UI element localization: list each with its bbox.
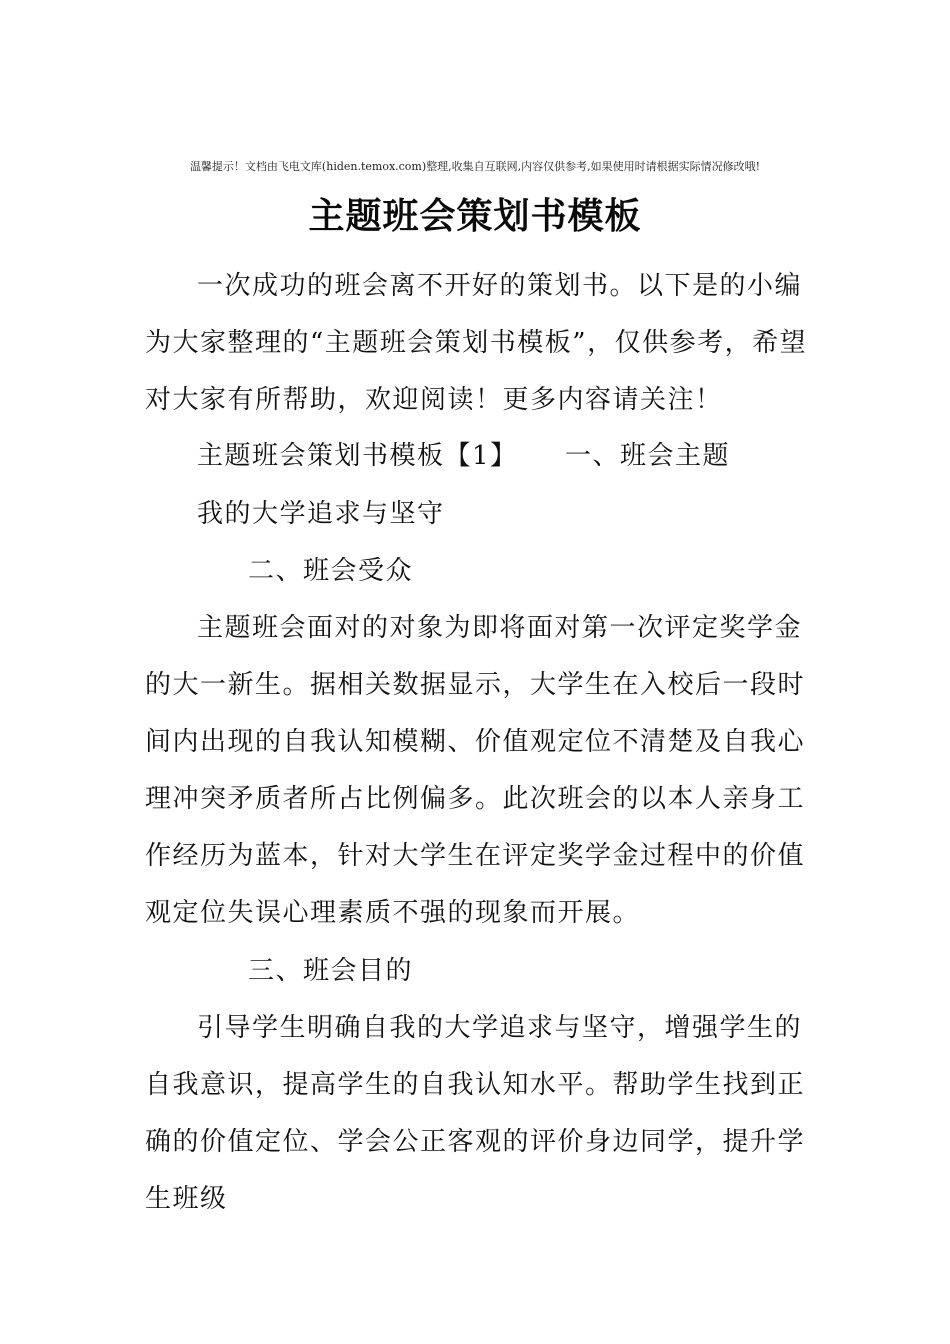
section-title: 主题班会策划书模板【1】 bbox=[197, 441, 518, 471]
audience-paragraph: 主题班会面对的对象为即将面对第一次评定奖学金的大一新生。据相关数据显示，大学生在入校后一段时间内出现的自我认知模糊、价值观定位不清楚及自我心理冲突矛质者所占比例偏多。此次班会的以本人亲身工作经历为蓝本，针对大学生在评定奖学金过程中的价值观定位失误心理素质不强的现象而开展。 bbox=[145, 613, 806, 928]
heading-topic: 一、班会主题 bbox=[565, 441, 731, 471]
purpose-paragraph: 引导学生明确自我的大学追求与坚守，增强学生的自我意识，提高学生的自我认知水平。帮助学生找到正确的价值定位、学会公正客观的评价身边同学，提升学生班级 bbox=[145, 1013, 806, 1214]
heading-audience: 二、班会受众 bbox=[248, 556, 414, 586]
heading-purpose: 三、班会目的 bbox=[248, 956, 414, 986]
intro-paragraph: 一次成功的班会离不开好的策划书。以下是的小编为大家整理的“主题班会策划书模板”，仅供参考，希望对大家有所帮助，欢迎阅读！更多内容请关注！ bbox=[145, 271, 808, 415]
document-title: 主题班会策划书模板 bbox=[308, 195, 642, 237]
header-notice: 温馨提示！文档由飞电文库(hiden.temox.com)整理,收集自互联网,内容仅供参考,如果使用时请根据实际情况修改哦! bbox=[189, 160, 761, 173]
topic-text: 我的大学追求与坚守 bbox=[197, 499, 445, 529]
